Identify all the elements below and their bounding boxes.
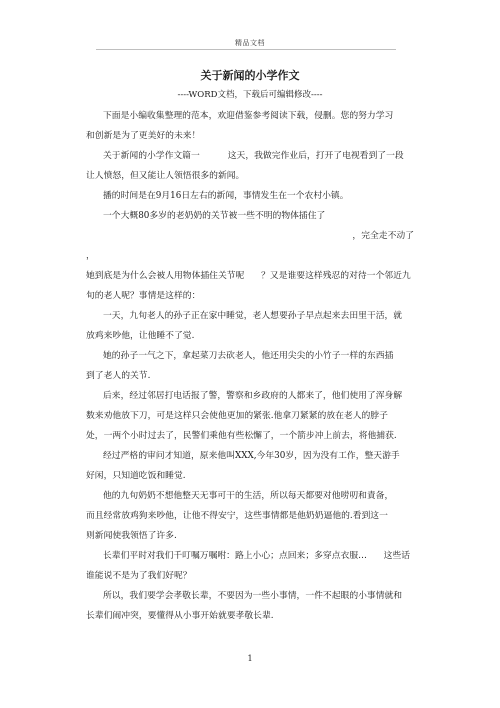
body-line: 后来，经过邻居打电话报了警，警察和乡政府的人都来了，他们使用了浑身解	[103, 391, 403, 401]
body-line: 长辈们闹冲突，要懂得从小事开始就要孝敬长辈.	[86, 611, 274, 621]
body-line: ，完全走不动了	[352, 231, 414, 241]
body-line: 她到底是为什么会被人用物体插住关节呢 ？又是谁要这样残忍的对待一个邻近九	[86, 271, 411, 281]
body-line: 下面是小编收集整理的范本，欢迎借鉴参考阅读下载，侵删。您的努力学习	[103, 111, 394, 121]
body-line: 处，一两个小时过去了，民警们乘他有些松懈了，一个箭步冲上前去，将他捕获.	[86, 431, 397, 441]
page-number: 1	[247, 654, 253, 663]
body-line: 播的时间是在9月16日左右的新闻，事情发生在一个农村小镇。	[103, 191, 349, 201]
body-line: 和创新是为了更美好的未来！	[86, 131, 201, 141]
body-line: 而且经常放鸡狗来吵他，让他不得安宁，这些事情都是他奶奶逼他的.看到这一	[86, 511, 388, 521]
body-line: 经过严格的审问才知道，原来他叫XXX,今年30岁，因为没有工作，整天游手	[103, 451, 400, 461]
body-line: 旬的老人呢？事情是这样的：	[86, 291, 201, 301]
page-header-label: 精品文档	[235, 39, 265, 47]
body-line: 长辈们平时对我们千叮嘱万嘱咐：路上小心；点回来；多穿点衣服… 这些话	[103, 551, 411, 561]
document-subtitle: ----WORD文档，下载后可编辑修改----	[177, 90, 323, 100]
body-line: ，	[86, 251, 95, 261]
body-line: 则新闻使我领悟了许多.	[86, 531, 177, 541]
document-title: 关于新闻的小学作文	[200, 69, 300, 82]
body-line: 数来劝他放下刀，可是这样只会使他更加的紧张.他拿刀紧紧的放在老人的脖子	[86, 411, 388, 421]
header-divider	[96, 49, 396, 50]
body-line: 让人愤怒，但又能让人领悟很多的新闻。	[86, 171, 245, 181]
body-line: 好闲，只知道吃饭和睡觉.	[86, 471, 186, 481]
body-line: 一个大概80多岁的老奶奶的关节被一些不明的物体插住了	[103, 211, 326, 221]
body-line: 谁能说不是为了我们好呢？	[86, 571, 192, 581]
body-line: 所以，我们要学会孝敬长辈，不要因为一些小事情，一件不起眼的小事情就和	[103, 591, 403, 601]
body-line: 关于新闻的小学作文篇一 这天，我做完作业后，打开了电视看到了一段	[103, 151, 404, 161]
body-line: 放鸡来吵他，让他睡不了觉.	[86, 331, 195, 341]
body-line: 她的孙子一气之下，拿起菜刀去砍老人，他还用尖尖的小竹子一样的东西插	[103, 351, 394, 361]
body-line: 他的九旬奶奶不想他整天无事可干的生活，所以每天都要对他唠叨和責备，	[103, 491, 394, 501]
document-body	[86, 106, 416, 626]
body-line: 一天，九旬老人的孙子正在家中睡觉，老人想要孙子早点起来去田里干活，就	[103, 311, 403, 321]
body-line: 到了老人的关节.	[86, 371, 151, 381]
